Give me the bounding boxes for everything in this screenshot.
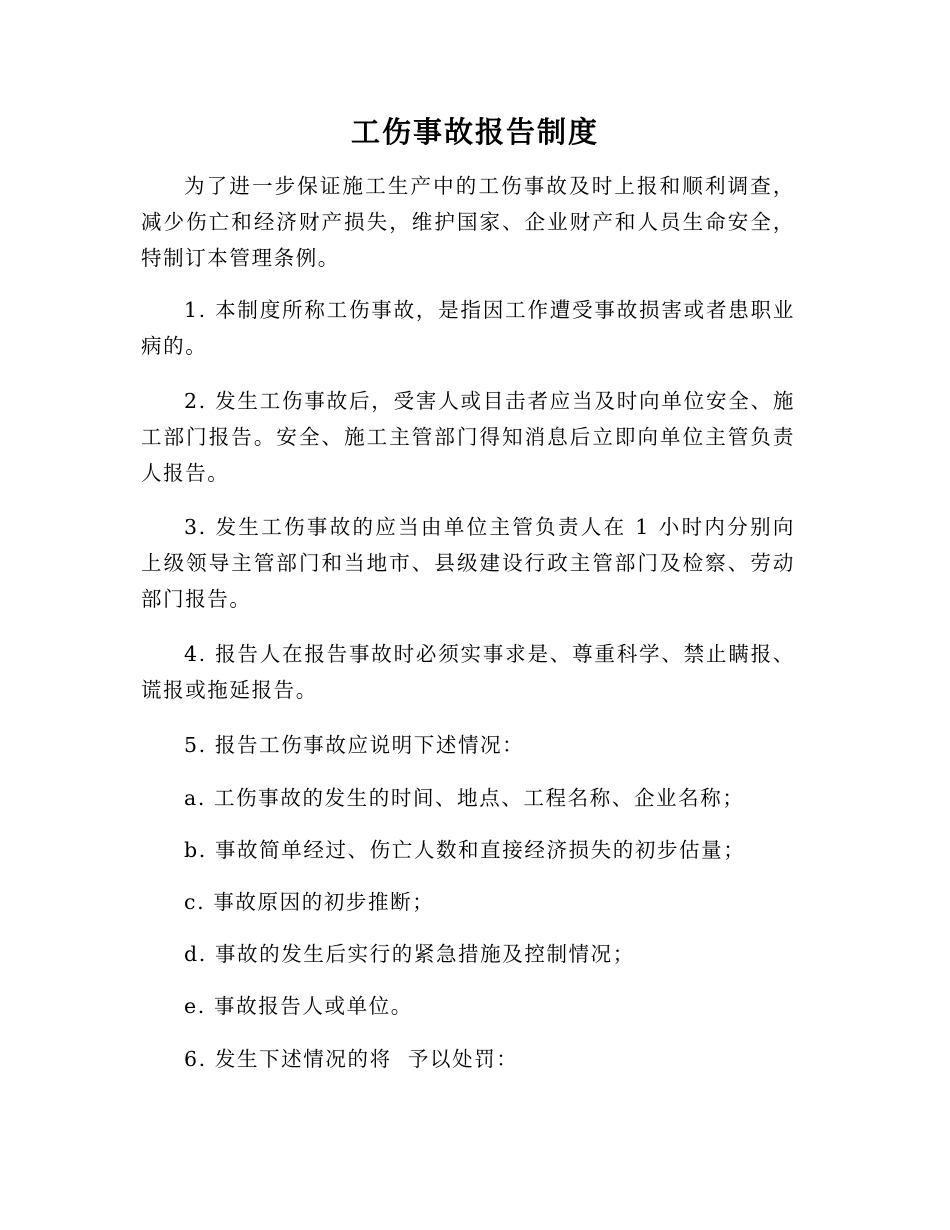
intro-paragraph: 为了进一步保证施工生产中的工伤事故及时上报和顺利调查，减少伤亡和经济财产损失，维护国家、企业财产和人员生命安全，特制订本管理条例。 [141,174,795,270]
clause-3: 3. 发生工伤事故的应当由单位主管负责人在 1 小时内分别向上级领导主管部门和当地市、县级建设行政主管部门及检察、劳动部门报告。 [141,515,795,611]
sub-item-b: b. 事故简单经过、伤亡人数和直接经济损失的初步估量； [184,838,746,862]
clause-5: 5. 报告工伤事故应说明下述情况： [184,733,525,757]
sub-item-a: a. 工伤事故的发生的时间、地点、工程名称、企业名称； [184,786,745,810]
clause-2: 2. 发生工伤事故后，受害人或目击者应当及时向单位安全、施工部门报告。安全、施工主管部门得知消息后立即向单位主管负责人报告。 [141,389,795,485]
document-title: 工伤事故报告制度 [350,115,599,149]
sub-item-c: c. 事故原因的初步推断； [184,890,435,914]
sub-item-e: e. 事故报告人或单位。 [184,994,413,1018]
clause-4: 4. 报告人在报告事故时必须实事求是、尊重科学、禁止瞒报、谎报或拖延报告。 [141,642,795,702]
sub-item-d: d. 事故的发生后实行的紧急措施及控制情况； [184,942,635,966]
clause-1: 1. 本制度所称工伤事故，是指因工作遭受事故损害或者患职业病的。 [141,298,795,358]
clause-6: 6. 发生下述情况的将 予以处罚： [184,1047,519,1071]
